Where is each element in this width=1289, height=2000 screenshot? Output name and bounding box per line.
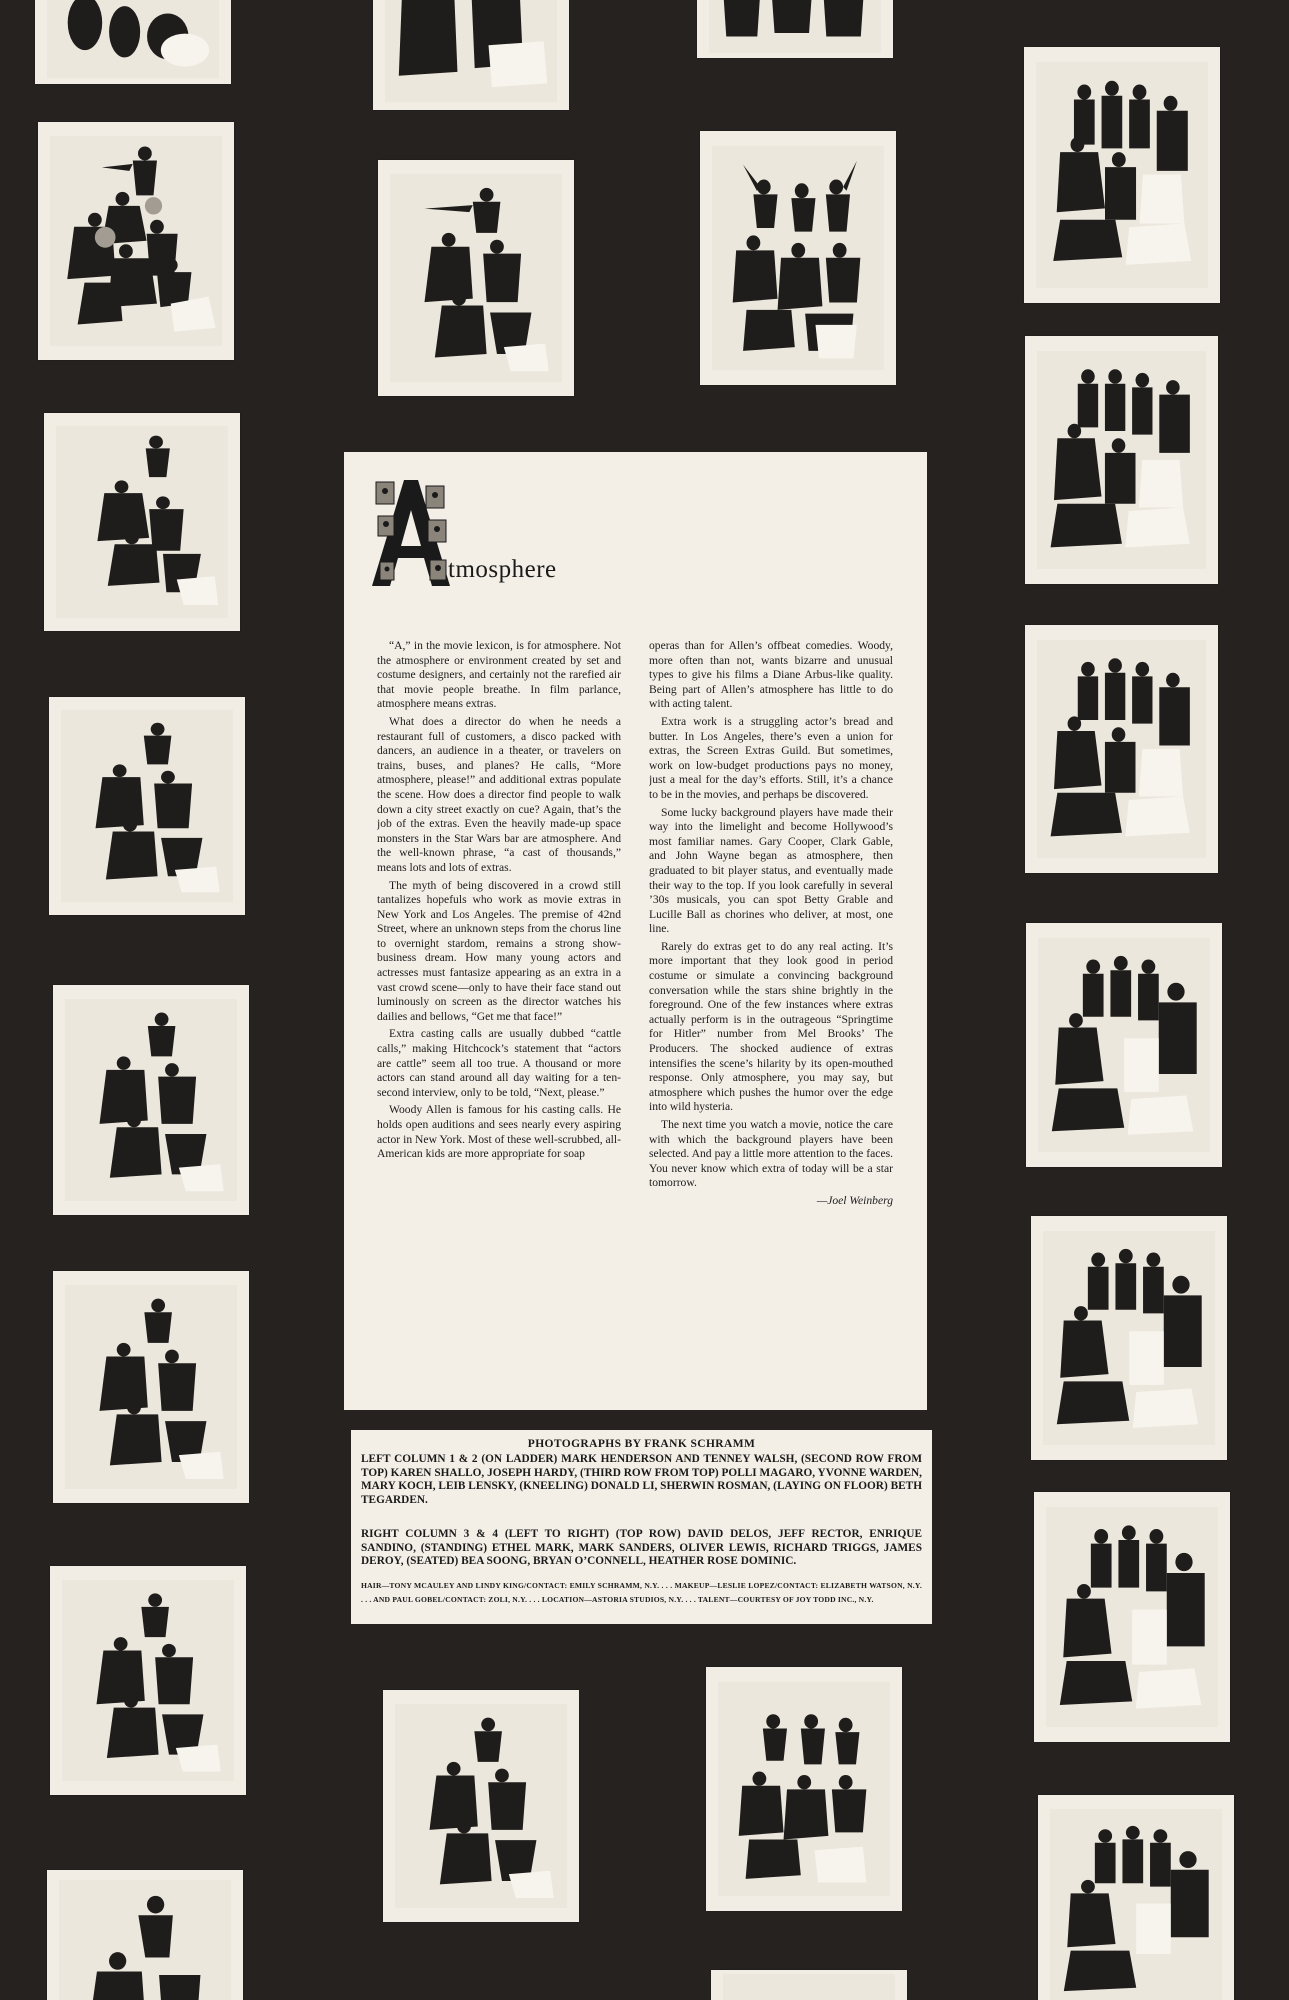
photo-seated-group (1026, 923, 1222, 1167)
photo-ladder-group (50, 1566, 246, 1795)
credits-right-column: RIGHT COLUMN 3 & 4 (LEFT TO RIGHT) (TOP ROW) DAVID DELOS, JEFF RECTOR, ENRIQUE SANDINO, (STANDING) ETHEL MARK, MARK SANDERS, OLIVER LEWIS, RICHARD TRIGGS, JAMES DEROY, (SEATED) BEA SOONG, BRYAN O’CONNELL, HEATHER ROSE DOMINIC. (361, 1528, 922, 1568)
photo-seated-group (1031, 1216, 1227, 1460)
drop-cap-illustration (368, 476, 454, 588)
photo-seated-group (1034, 1492, 1230, 1742)
article-paragraph: “A,” in the movie lexicon, is for atmosphere. Not the atmosphere or environment created by set and costume designers, and certainly not the rarefied air that movie people breathe. In film parlance, atmosphere means extras. (377, 639, 621, 711)
article-body (377, 639, 893, 1399)
photo-ladder-group (378, 160, 574, 396)
article-panel (344, 452, 927, 1410)
article-paragraph: Extra casting calls are usually dubbed “cattle calls,” making Hitchcock’s statement that “actors are cattle” seem all too true. A thousand or more actors can stand around all day waiting for a ten-second interview, only to be told, “Next, please.” (377, 1027, 621, 1099)
photo-ladder-group (53, 985, 249, 1215)
article-paragraph: Rarely do extras get to do any real acting. It’s more important that they look good in period costume or simulate a convincing background conversation while the stars shine brightly in the foreground. One of the few instances where extras actually perform is in the outrageous “Springtime for Hitler” number from Mel Brooks’ The Producers. The shocked audience of extras intensifies the scene’s hilarity by its open-mouthed response. Only atmosphere, you may say, but atmosphere which pushes the humor over the edge into wild hysteria. (649, 939, 893, 1114)
photo-ladder-group (373, 0, 569, 110)
photo-ladder-group (44, 413, 240, 631)
article-paragraph: What does a director do when he needs a restaurant full of customers, a disco packed with dancers, an audience in a theater, or travelers on trains, buses, and planes? He calls, “More atmosphere, please!” and additional extras populate the scene. How does a director find people to walk down a city street exactly on cue? Again, that’s the job of the extras. Even the heavily made-up space monsters in the Star Wars bar are atmosphere. And the well-known phrase, “a cast of thousands,” means lots and lots of extras. (377, 714, 621, 874)
photo-ladder-group (53, 1271, 249, 1503)
article-title: tmosphere (448, 556, 557, 583)
photo-ladder-group (35, 0, 231, 84)
photo-cheering-group (700, 131, 896, 385)
credits-left-column: LEFT COLUMN 1 & 2 (ON LADDER) MARK HENDERSON AND TENNEY WALSH, (SECOND ROW FROM TOP) KAREN SHALLO, JOSEPH HARDY, (THIRD ROW FROM TOP) POLLI MAGARO, YVONNE WARDEN, MARY KOCH, LEIB LENSKY, (KNEELING) DONALD LI, SHERWIN ROSMAN, (LAYING ON FLOOR) BETH TEGARDEN. (361, 1453, 922, 1506)
article-paragraph: The myth of being discovered in a crowd still tantalizes hopefuls who work as movie extras in New York and Los Angeles. The premise of 42nd Street, where an unknown steps from the chorus line to overnight stardom, remains a strong show-business dream. How many young actors and actresses must fantasize appearing as an extra in a vast crowd scene—only to have their face stand out luminously on screen as the director watches his dailies and bellows, “Get me that face!” (377, 878, 621, 1023)
photo-credits-panel (351, 1430, 932, 1624)
photo-ladder-group (47, 1870, 243, 2000)
photo-seated-group (1038, 1795, 1234, 2000)
article-paragraph: Woody Allen is famous for his casting calls. He holds open auditions and sees nearly every aspiring actor in New York. Most of these well-scrubbed, all-American kids are more appropriate for soap (377, 1103, 621, 1161)
article-column-right (649, 639, 893, 1399)
article-paragraph: operas than for Allen’s offbeat comedies. Woody, more often than not, wants bizarre and unusual types to give his films a Diane Arbus-like quality. Being part of Allen’s atmosphere has little to do with acting talent. (649, 639, 893, 711)
photo-ladder-group (38, 122, 234, 360)
photo-cheering-group (697, 0, 893, 58)
credits-heading: PHOTOGRAPHS BY FRANK SCHRAMM (527, 1438, 756, 1450)
article-column-left (377, 639, 621, 1399)
photo-seated-group (1024, 47, 1220, 303)
credits-staff: HAIR—TONY MCAULEY AND LINDY KING/CONTACT: EMILY SCHRAMM, N.Y. . . . MAKEUP—LESLIE LOPEZ/CONTACT: ELIZABETH WATSON, N.Y. . . . AND PAUL GOBEL/CONTACT: ZOLI, N.Y. . . . LOCATION—ASTORIA STUDIOS, N.Y. . . . TALENT—COURTESY OF JOY TODD INC., N.Y. (361, 1581, 922, 1604)
photo-seated-group (1025, 336, 1218, 584)
photo-ladder-group (383, 1690, 579, 1922)
photo-ladder-group (49, 697, 245, 915)
photo-cheering-group (706, 1667, 902, 1911)
article-paragraph: Some lucky background players have made their way into the limelight and become Hollywood’s most familiar names. Gary Cooper, Clark Gable, and John Wayne began as atmosphere, then graduated to bit player status, and eventually made their way to the top. If you look carefully in several ’30s musicals, you can spot Betty Grable and Lucille Ball as chorines who deliver, at most, one line. (649, 805, 893, 936)
photo-cheering-group (711, 1970, 907, 2000)
drop-cap-letter (344, 452, 345, 453)
author-byline: —Joel Weinberg (816, 1193, 893, 1207)
article-paragraph: The next time you watch a movie, notice the care with which the background players have been selected. And pay a little more attention to the faces. You never know which extra of today will be a star tomorrow. (649, 1118, 893, 1190)
photo-seated-group (1025, 625, 1218, 873)
article-paragraph: Extra work is a struggling actor’s bread and butter. In Los Angeles, there’s even a union for extras, the Screen Extras Guild. But sometimes, work on low-budget productions pays no money, just a meal for the day’s efforts. Still, it’s a chance to be in the movies, and perhaps be discovered. (649, 714, 893, 801)
